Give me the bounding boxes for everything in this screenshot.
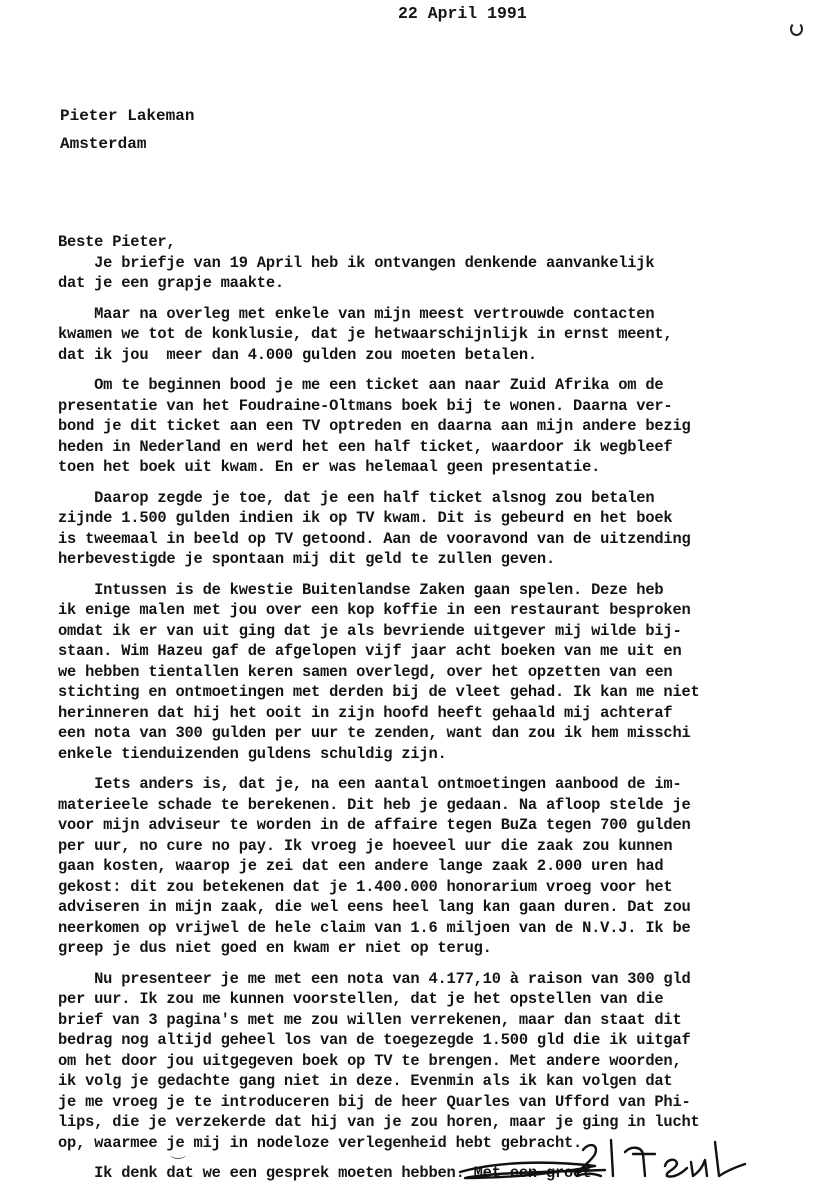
paragraph-2: Maar na overleg met enkele van mijn meest vertrouwde contacten kwamen we tot de konklusie, dat je hetwaarschijnlijk in ernst meent, dat ik jou meer dan 4.000 gulden zou moeten betalen. [58,304,673,364]
paragraph-5: Intussen is de kwestie Buitenlandse Zaken gaan spelen. Deze heb ik enige malen met jou over een kop koffie in een restaurant besproken omdat ik er van uit ging dat je als bevriende uitgever mij wilde bij- staan. Wim Hazeu gaf de afgelopen vijf jaar acht boeken van me uit en we hebben tientallen keren samen overlegd, over het opzetten van een stichting en ontmoetingen met derden bij de vleet gehad. Ik kan me niet herinneren dat hij het ooit in zijn hoofd heeft gehaald mij achteraf een nota van 300 gulden per uur te zenden, want dan zou ik hem misschi enkele tienduizenden guldens schuldig zijn. [58,580,700,763]
paragraph-4: Daarop zegde je toe, dat je een half ticket alsnog zou betalen zijnde 1.500 gulden indien ik op TV kwam. Dit is gebeurd en het boek is tweemaal in beeld op TV getoond. Aan de vooravond van de uitzending herbevestigde je spontaan mij dit geld te zullen geven. [58,488,691,568]
letter-body [58,232,830,1194]
letter-date: 22 April 1991 [398,4,527,23]
stray-mark-icon [170,1150,186,1159]
closing-line: Ik denk dat we een gesprek moeten hebben. Met een groet [58,1164,592,1182]
paragraph-1: Je briefje van 19 April heb ik ontvangen denkende aanvankelijk dat je een grapje maakte. [58,253,655,292]
paragraph-7: Nu presenteer je me met een nota van 4.177,10 à raison van 300 gld per uur. Ik zou me kunnen voorstellen, dat je het opstellen van die brief van 3 pagina's met me zou willen verrekenen, maar dan staat dit bedrag nog altijd geheel los van de toegezegde 1.500 gld die ik uitgaf om het door jou uitgegeven boek op TV te brengen. Met andere woorden, ik volg je gedachte gang niet in deze. Evenmin als ik kan volgen dat je me vroeg je te introduceren bij de heer Quarles van Ufford van Phi- lips, die je verzekerde dat hij van je zou horen, maar je ging in lucht op, waarmee je mij in nodeloze verlegenheid hebt gebracht. [58,969,700,1152]
salutation: Beste Pieter, [58,233,176,251]
paragraph-3: Om te beginnen bood je me een ticket aan naar Zuid Afrika om de presentatie van het Foudraine-Oltmans boek bij te wonen. Daarna ver- bond je dit ticket aan een TV optreden en daarna aan mijn andere bezig heden in Nederland en werd het een half ticket, waardoor ik wegbleef toen het boek uit kwam. En er was helemaal geen presentatie. [58,376,691,476]
recipient-name: Pieter Lakeman [60,107,195,125]
handwritten-signature-icon [455,1132,755,1192]
paragraph-6: Iets anders is, dat je, na een aantal ontmoetingen aanbood de im- materieele schade te berekenen. Dit heb je gedaan. Na afloop stelde je voor mijn adviseur te worden in de affaire tegen BuZa tegen 700 gulden per uur, no cure no pay. Ik vroeg je hoeveel uur die zaak zou kunnen gaan kosten, waarop je zei dat een andere lange zaak 2.000 uren had gekost: dit zou betekenen dat je 1.400.000 honorarium vroeg voor het adviseren in mijn zaak, die wel eens heel lang kan gaan duren. Dat zou neerkomen op vrijwel de hele claim van 1.6 miljoen van de N.V.J. Ik be greep je dus niet goed en kwam er niet op terug. [58,775,691,957]
corner-mark-icon [790,22,803,36]
recipient-city: Amsterdam [60,135,147,153]
